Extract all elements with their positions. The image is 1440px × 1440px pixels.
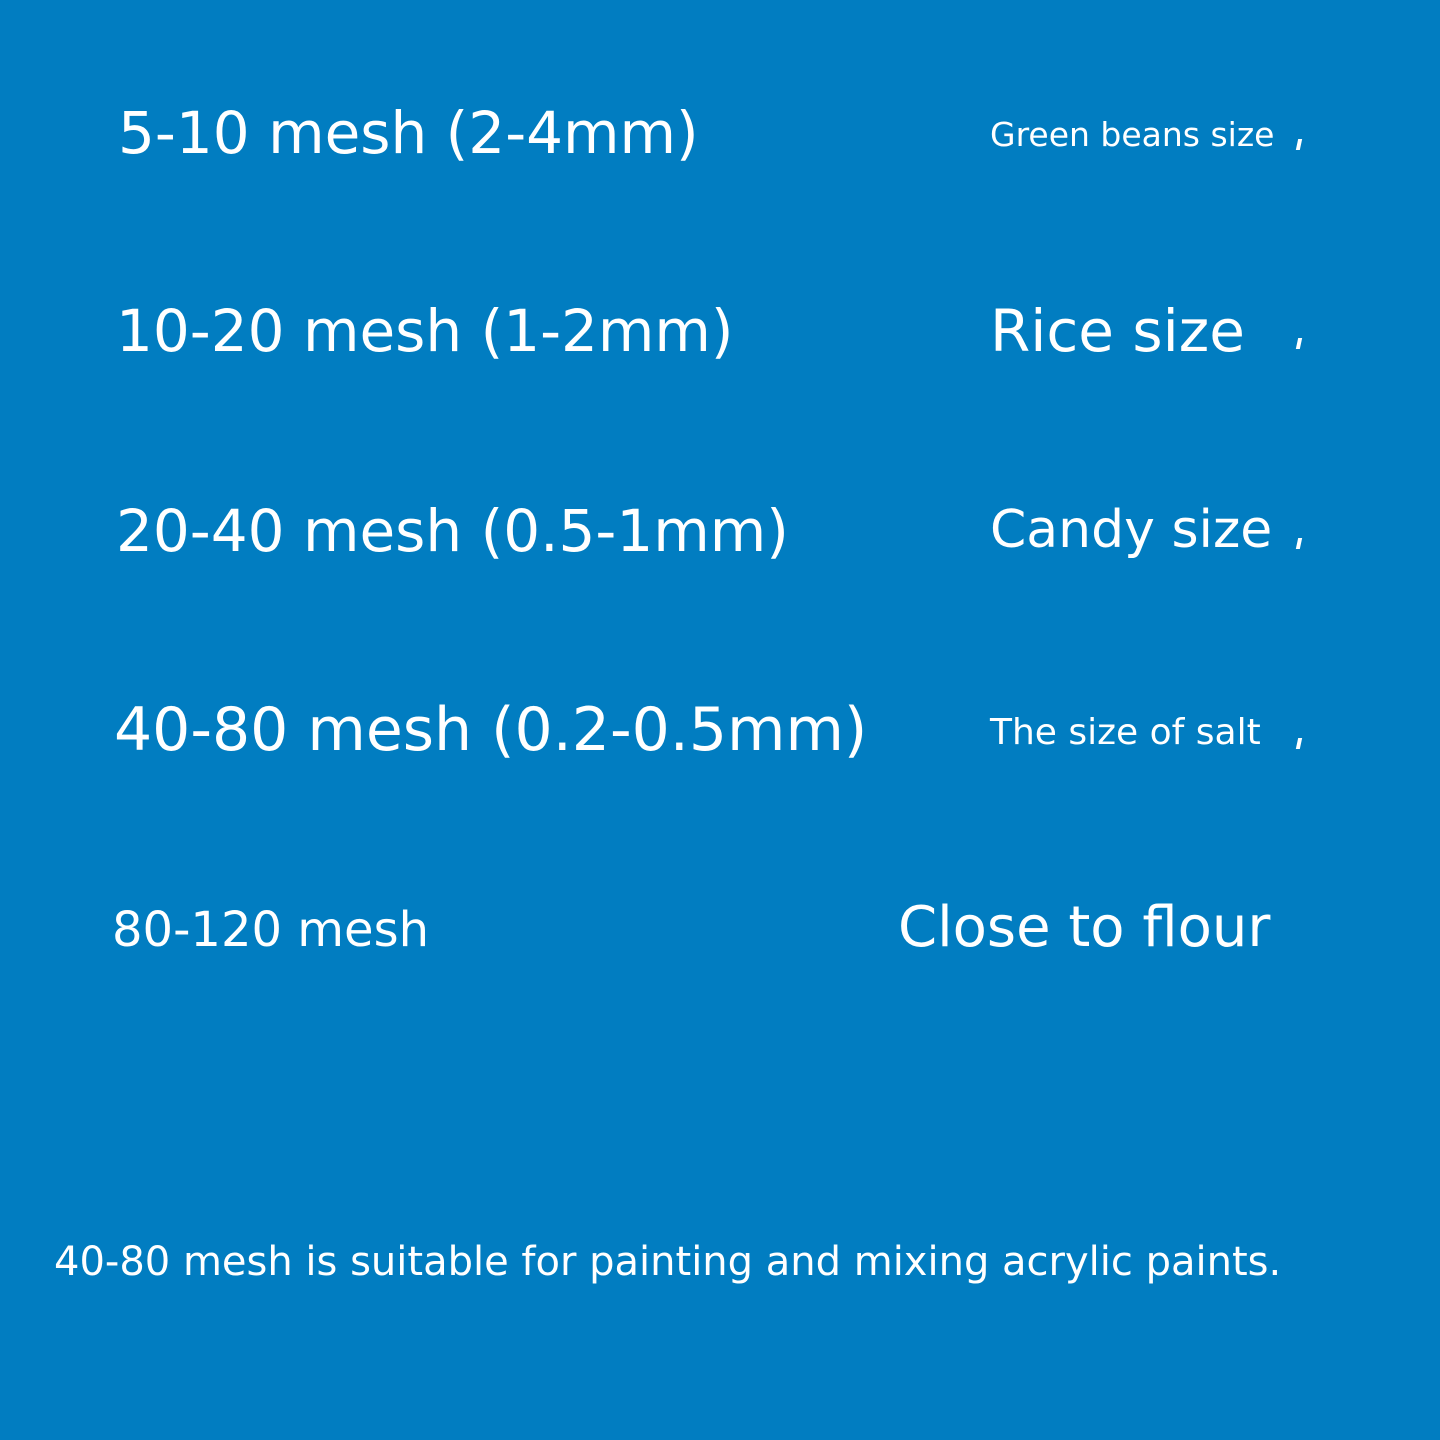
size-comparison-label: Close to flour [898, 895, 1271, 960]
tick-mark-icon [1296, 538, 1302, 549]
size-comparison-label: Candy size [990, 500, 1273, 560]
mesh-size-label: 40-80 mesh (0.2-0.5mm) [114, 695, 868, 765]
usage-note: 40-80 mesh is suitable for painting and mixing acrylic paints. [54, 1239, 1282, 1285]
mesh-size-label: 10-20 mesh (1-2mm) [116, 297, 734, 365]
tick-mark-icon [1296, 338, 1302, 349]
size-comparison-label: The size of salt [990, 712, 1261, 753]
mesh-size-label: 20-40 mesh (0.5-1mm) [116, 497, 789, 565]
mesh-size-label: 5-10 mesh (2-4mm) [118, 99, 699, 167]
tick-mark-icon [1296, 738, 1302, 749]
size-comparison-label: Green beans size [990, 115, 1275, 154]
tick-mark-icon [1296, 139, 1302, 150]
size-comparison-label: Rice size [990, 297, 1245, 365]
mesh-size-label: 80-120 mesh [112, 902, 429, 958]
